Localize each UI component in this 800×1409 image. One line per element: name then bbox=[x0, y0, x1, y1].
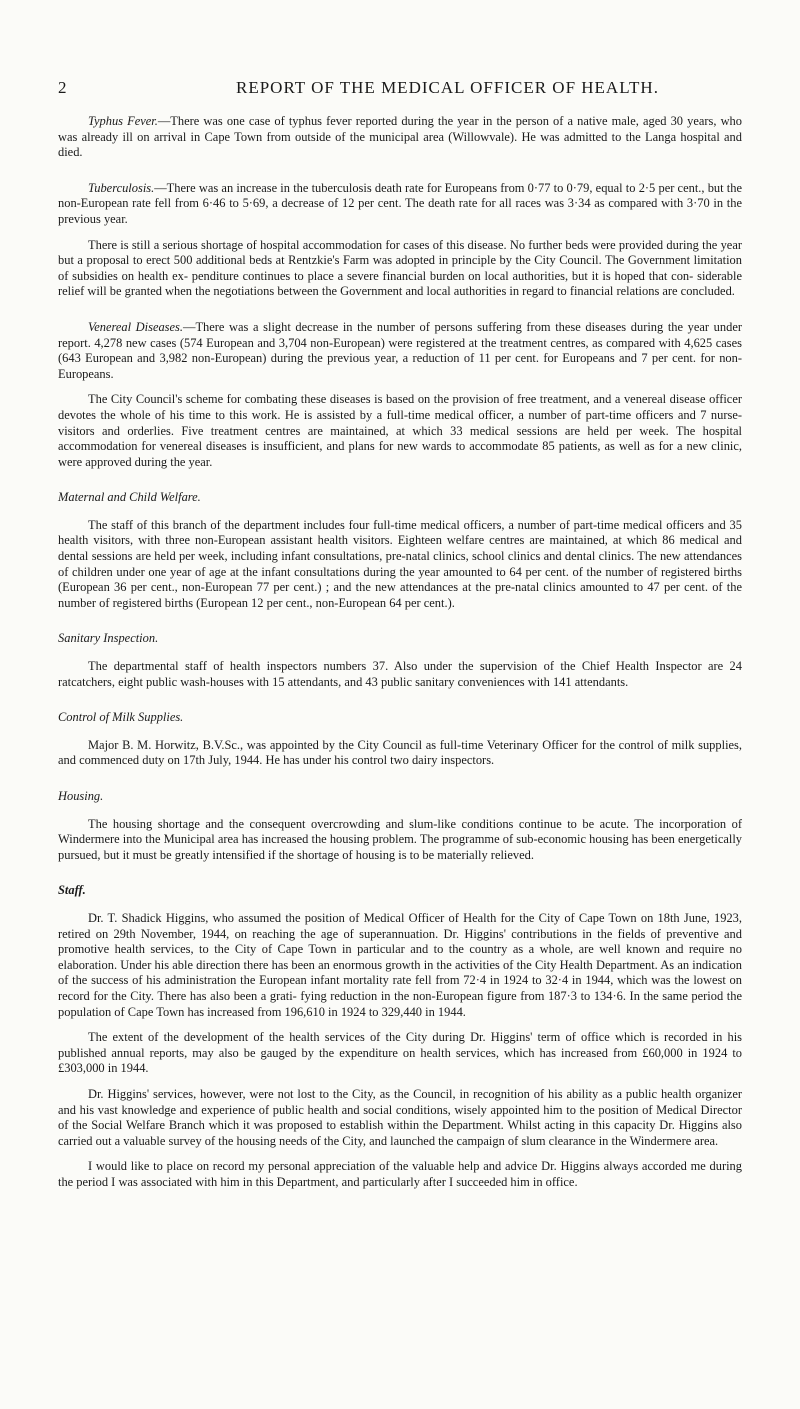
section-housing bbox=[58, 789, 742, 863]
paragraph-text: —There was an increase in the tuberculosis death rate for Europeans from 0·77 to 0·79, equal to 2·5 per cent., but the non-European rate fell from 6·46 to 5·69, a decrease of 12 per cent. The death rate for all races was 3·34 as compared with 3·70 in the previous year. bbox=[58, 180, 742, 226]
section-heading: Maternal and Child Welfare. bbox=[58, 490, 201, 505]
section-milk bbox=[58, 710, 742, 769]
paragraph bbox=[58, 181, 742, 228]
paragraph: The City Council's scheme for combating these diseases is based on the provision of free treatment, and a venereal disease officer devotes the whole of his time to this work. He is assisted by a full-time medical officer, a number of part-time officers and 7 nurse-visitors and orderlies. Five treatment centres are maintained, at which 33 medical sessions are held per week. The hospital accommodation for venereal diseases is insufficient, and plans for new wards to accommodate 85 patients, as well as for a new clinic, were approved during the year. bbox=[58, 392, 742, 469]
section-maternal bbox=[58, 490, 742, 611]
paragraph-text: —There was one case of typhus fever reported during the year in the person of a native male, aged 30 years, who was already ill on arrival in Cape Town from outside of the municipal area (Willowvale). He was admitted to the Langa hospital and died. bbox=[58, 114, 742, 160]
paragraph: I would like to place on record my personal appreciation of the valuable help and advice Dr. Higgins always accorded me during the period I was associated with him in this Department, and particularly after I succeeded him in office. bbox=[58, 1159, 742, 1189]
page-number: 2 bbox=[58, 78, 67, 97]
report-body bbox=[58, 114, 742, 1200]
paragraph: The extent of the development of the health services of the City during Dr. Higgins' term of office which is recorded in his published annual reports, may also be gauged by the expenditure on health services, which has increased from £60,000 in 1924 to £303,000 in 1944. bbox=[58, 1030, 742, 1076]
paragraph: Dr. Higgins' services, however, were not lost to the City, as the Council, in recognition of his ability as a public health organizer and his vast knowledge and experience of public health and social conditions, wisely appointed him to the position of Medical Director of the Social Welfare Branch which it was proposed to establish within the Department. Whilst acting in this capacity Dr. Higgins also carried out a valuable survey of the housing needs of the City, and launched the campaign of slum clearance in the Windermere area. bbox=[58, 1086, 742, 1148]
paragraph-text: —There was a slight decrease in the number of persons suffering from these diseases during the year under report. 4,278 new cases (574 European and 3,704 non-European) were registered at the treatment centres, as compared with 4,625 cases (643 European and 3,982 non-European) during the previous year, a reduction of 11 per cent. for Europeans and 7 per cent. for non-Europeans. bbox=[58, 319, 742, 381]
section-title: Venereal Diseases. bbox=[88, 319, 183, 334]
running-title: REPORT OF THE MEDICAL OFFICER OF HEALTH. bbox=[236, 78, 659, 97]
section-tuberculosis bbox=[58, 181, 742, 300]
section-venereal bbox=[58, 320, 742, 470]
section-title: Tuberculosis. bbox=[88, 180, 155, 195]
paragraph: There is still a serious shortage of hospital accommodation for cases of this disease. No further beds were provided during the year but a proposal to erect 500 additional beds at Rentzkie's Farm was adopted in principle by the City Council. The Government limitation of subsidies on health ex- penditure continues to place a severe financial burden on local authorities, but it is hoped that con- siderable relief will be granted when the negotiations between the Government and local authorities in regard to financial relations are concluded. bbox=[58, 237, 742, 299]
section-title: Typhus Fever. bbox=[88, 114, 158, 128]
paragraph: The housing shortage and the consequent overcrowding and slum-like conditions continue to be acute. The incorporation of Windermere into the Municipal area has increased the housing problem. The programme of sub-economic housing has been energetically pursued, but it must be greatly intensified if the shortage of housing is to be materially relieved. bbox=[58, 816, 742, 862]
paragraph bbox=[58, 320, 742, 382]
paragraph: Dr. T. Shadick Higgins, who assumed the position of Medical Officer of Health for the City of Cape Town on 18th June, 1923, retired on 29th November, 1944, on reaching the age of superannuation. Dr. Higgins' contributions in the fields of preventive and promotive health services, to the City of Cape Town in particular and to the country as a whole, are well known and require no elaboration. Under his able direction there has been an enormous growth in the activities of the City Health Department. As an indication of the success of his administration the European infant mortality rate fell from 72·4 in 1924 to 32·4 in 1944, which was the lowest on record for the City. There has also been a grati- fying reduction in the non-European figure from 187·3 to 134·6. In the same period the population of Cape Town has increased from 196,610 in 1924 to 329,440 in 1944. bbox=[58, 910, 742, 1019]
section-heading: Control of Milk Supplies. bbox=[58, 710, 184, 725]
section-sanitary bbox=[58, 631, 742, 690]
section-typhus bbox=[58, 114, 742, 161]
section-heading: Sanitary Inspection. bbox=[58, 631, 159, 646]
section-staff bbox=[58, 883, 742, 1190]
paragraph bbox=[58, 114, 742, 161]
paragraph: Major B. M. Horwitz, B.V.Sc., was appointed by the City Council as full-time Veterinary Officer for the control of milk supplies, and commenced duty on 17th July, 1944. He has under his control two dairy inspectors. bbox=[58, 737, 742, 768]
section-heading: Housing. bbox=[58, 789, 104, 803]
paragraph: The staff of this branch of the department includes four full-time medical officers, a number of part-time medical officers and 35 health visitors, with three non-European assistant health visitors. Eighteen welfare centres are maintained, at which 86 medical and dental sessions are held per week, including infant consultations, pre-natal clinics, school clinics and dental clinics. The new attendances of children under one year of age at the infant consultations during the year amounted to 64 per cent. of the number of registered births (European 36 per cent., non-European 77 per cent.) ; and the new attendances at the pre-natal clinics amounted to 47 per cent. of the number of registered births (European 12 per cent., non-European 64 per cent.). bbox=[58, 517, 742, 610]
section-heading: Staff. bbox=[58, 883, 86, 898]
paragraph: The departmental staff of health inspectors numbers 37. Also under the supervision of the Chief Health Inspector are 24 ratcatchers, eight public wash-houses with 15 attendants, and 43 public sanitary conveniences with 141 attendants. bbox=[58, 659, 742, 689]
